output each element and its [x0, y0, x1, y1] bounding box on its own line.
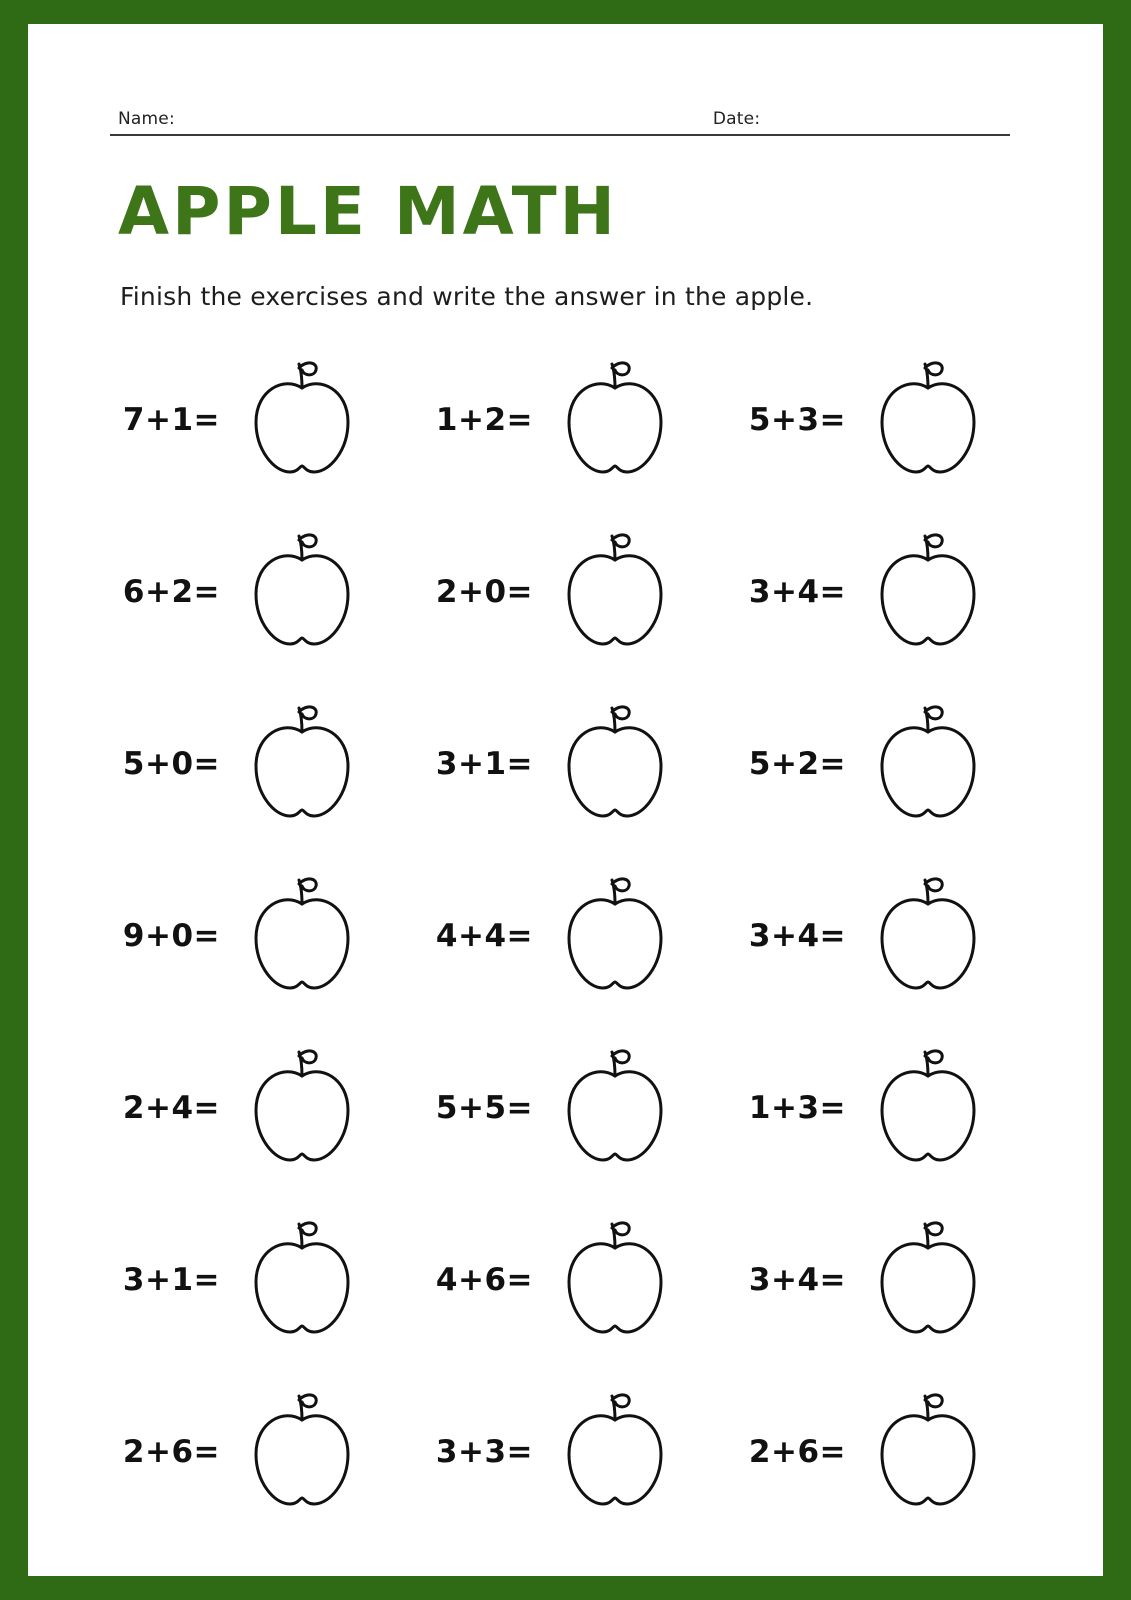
name-field-label: Name:	[118, 109, 175, 129]
problem-expression: 5+3=	[748, 402, 846, 438]
apple-outline-icon[interactable]	[545, 1210, 685, 1350]
apple-outline-icon[interactable]	[858, 522, 998, 662]
problem-expression: 7+1=	[122, 402, 220, 438]
problem-expression: 9+0=	[122, 918, 220, 954]
problem-item	[411, 678, 724, 850]
problem-item	[724, 1194, 1037, 1366]
problem-item	[411, 1022, 724, 1194]
apple-outline-icon[interactable]	[545, 866, 685, 1006]
apple-outline-icon[interactable]	[232, 866, 372, 1006]
apple-outline-icon[interactable]	[232, 522, 372, 662]
problem-item	[724, 506, 1037, 678]
problem-item	[98, 850, 411, 1022]
problem-expression: 5+5=	[435, 1090, 533, 1126]
problem-expression: 2+0=	[435, 574, 533, 610]
apple-outline-icon[interactable]	[858, 1210, 998, 1350]
apple-outline-icon[interactable]	[232, 1382, 372, 1522]
problem-expression: 2+6=	[122, 1434, 220, 1470]
apple-outline-icon[interactable]	[232, 350, 372, 490]
apple-outline-icon[interactable]	[858, 350, 998, 490]
apple-outline-icon[interactable]	[232, 1210, 372, 1350]
problem-item	[98, 334, 411, 506]
page-title: APPLE MATH	[118, 173, 618, 250]
problem-expression: 5+2=	[748, 746, 846, 782]
problem-grid	[98, 334, 1038, 1538]
apple-outline-icon[interactable]	[858, 866, 998, 1006]
problem-expression: 3+1=	[122, 1262, 220, 1298]
apple-outline-icon[interactable]	[545, 1382, 685, 1522]
problem-item	[724, 334, 1037, 506]
problem-expression: 3+1=	[435, 746, 533, 782]
header-fields	[110, 96, 1010, 136]
apple-outline-icon[interactable]	[232, 1038, 372, 1178]
apple-outline-icon[interactable]	[545, 522, 685, 662]
problem-item	[98, 506, 411, 678]
problem-item	[411, 850, 724, 1022]
problem-item	[98, 1022, 411, 1194]
problem-item	[724, 1022, 1037, 1194]
problem-expression: 3+4=	[748, 918, 846, 954]
apple-outline-icon[interactable]	[545, 1038, 685, 1178]
problem-item	[98, 1366, 411, 1538]
problem-item	[98, 1194, 411, 1366]
apple-outline-icon[interactable]	[858, 694, 998, 834]
problem-expression: 5+0=	[122, 746, 220, 782]
problem-expression: 3+3=	[435, 1434, 533, 1470]
apple-outline-icon[interactable]	[858, 1382, 998, 1522]
problem-expression: 1+3=	[748, 1090, 846, 1126]
apple-outline-icon[interactable]	[545, 694, 685, 834]
date-field-label: Date:	[712, 109, 761, 129]
problem-item	[724, 678, 1037, 850]
problem-item	[724, 850, 1037, 1022]
problem-expression: 4+6=	[435, 1262, 533, 1298]
page-subtitle: Finish the exercises and write the answer in the apple.	[120, 282, 814, 311]
problem-item	[411, 1194, 724, 1366]
problem-expression: 2+6=	[748, 1434, 846, 1470]
problem-item	[98, 678, 411, 850]
problem-item	[411, 334, 724, 506]
apple-outline-icon[interactable]	[232, 694, 372, 834]
problem-expression: 4+4=	[435, 918, 533, 954]
problem-expression: 1+2=	[435, 402, 533, 438]
problem-expression: 6+2=	[122, 574, 220, 610]
apple-outline-icon[interactable]	[858, 1038, 998, 1178]
problem-expression: 3+4=	[748, 574, 846, 610]
problem-item	[411, 506, 724, 678]
apple-outline-icon[interactable]	[545, 350, 685, 490]
problem-item	[411, 1366, 724, 1538]
problem-item	[724, 1366, 1037, 1538]
worksheet-page	[28, 24, 1103, 1576]
problem-expression: 2+4=	[122, 1090, 220, 1126]
problem-expression: 3+4=	[748, 1262, 846, 1298]
